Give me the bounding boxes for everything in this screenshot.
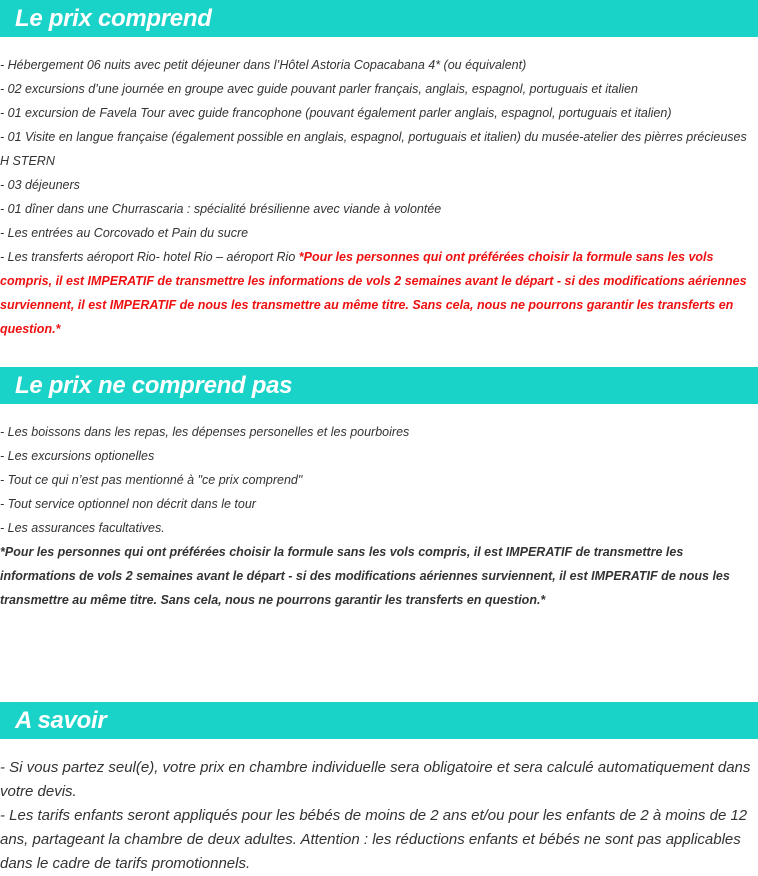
transfers-warning: *Pour les personnes qui ont préférées choisir la formule sans les vols compris, il est IMPERATIF de transmettre les informations de vols 2 semaines avant le départ - si des modifications aériennes surviennent, il est IMPERATIF de nous les transmettre au même titre. Sans cela, nous ne pourrons garantir les transferts en question.*	[0, 250, 747, 336]
excludes-section-title: Le prix ne comprend pas	[15, 371, 293, 399]
excludes-list	[0, 404, 758, 612]
transfers-text: - Les transferts aéroport Rio- hotel Rio – aéroport Rio	[0, 250, 299, 264]
info-section-title: A savoir	[15, 706, 107, 734]
includes-section	[0, 0, 758, 341]
list-item: - Les assurances facultatives.	[0, 521, 165, 535]
list-item: - Tout service optionnel non décrit dans le tour	[0, 497, 256, 511]
info-list	[0, 739, 758, 876]
list-item: - 01 excursion de Favela Tour avec guide francophone (pouvant également parler anglais, espagnol, portuguais et italien)	[0, 106, 672, 120]
includes-list	[0, 37, 758, 341]
excludes-warning: *Pour les personnes qui ont préférées choisir la formule sans les vols compris, il est IMPERATIF de transmettre les informations de vols 2 semaines avant le départ - si des modifications aériennes surviennent, il est IMPERATIF de nous les transmettre au même titre. Sans cela, nous ne pourrons garantir les transferts en question.*	[0, 545, 730, 607]
list-item: - 02 excursions d’une journée en groupe avec guide pouvant parler français, anglais, espagnol, portuguais et italien	[0, 82, 638, 96]
excludes-section	[0, 367, 758, 612]
info-section-header	[0, 702, 758, 739]
list-item: - Hébergement 06 nuits avec petit déjeuner dans l’Hôtel Astoria Copacabana 4* (ou équivalent)	[0, 58, 527, 72]
list-item: - Les tarifs enfants seront appliqués pour les bébés de moins de 2 ans et/ou pour les enfants de 2 à moins de 12 ans, partageant la chambre de deux adultes. Attention : les réductions enfants et bébés ne sont pas applicables dans le cadre de tarifs promotionnels.	[0, 807, 748, 872]
list-item: - Les boissons dans les repas, les dépenses personelles et les pourboires	[0, 425, 410, 439]
list-item: - Si vous partez seul(e), votre prix en chambre individuelle sera obligatoire et sera calculé automatiquement dans votre devis.	[0, 759, 751, 800]
list-item: - 03 déjeuners	[0, 178, 80, 192]
excludes-section-header	[0, 367, 758, 404]
list-item-transfers	[0, 245, 758, 341]
includes-section-header	[0, 0, 758, 37]
list-item: - Les excursions optionelles	[0, 449, 155, 463]
list-item: - Tout ce qui n’est pas mentionné à "ce prix comprend"	[0, 473, 303, 487]
list-item: - Les entrées au Corcovado et Pain du sucre	[0, 226, 249, 240]
list-item: - 01 Visite en langue française (également possible en anglais, espagnol, portuguais et italien) du musée-atelier des pièrres précieuses H STERN	[0, 130, 747, 168]
includes-section-title: Le prix comprend	[15, 4, 212, 32]
info-section	[0, 702, 758, 876]
list-item: - 01 dîner dans une Churrascaria : spécialité brésilienne avec viande à volontée	[0, 202, 442, 216]
